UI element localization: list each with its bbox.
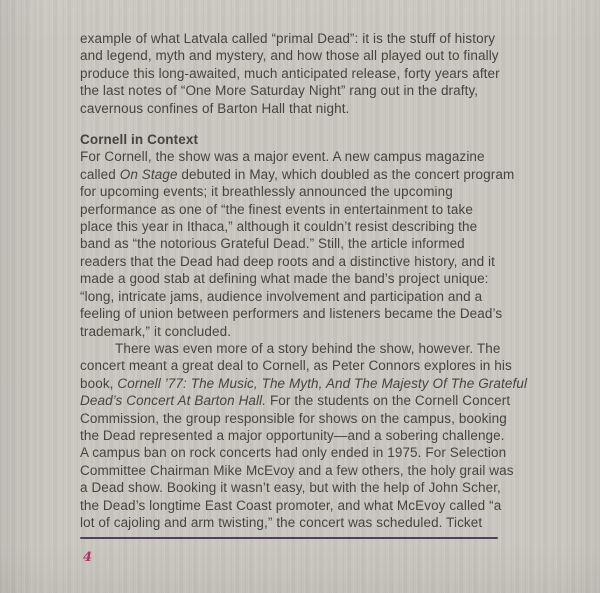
text-block: [80, 30, 528, 566]
text-line: cavernous confines of Barton Hall that night.: [80, 100, 350, 116]
text-line: feeling of union between performers and listeners became the Dead’s: [80, 306, 503, 322]
section-divider: [80, 537, 498, 539]
text-line: for upcoming events; it breathlessly announced the upcoming: [80, 184, 453, 200]
text-line: the Dead’s longtime East Coast promoter, and what McEvoy called “a: [80, 497, 502, 513]
text-line: example of what Latvala called “primal Dead”: it is the stuff of history: [80, 31, 496, 46]
story-paragraph: [80, 340, 528, 531]
text-line: band as “the notorious Grateful Dead.” Still, the article informed: [80, 236, 465, 252]
text-line: Dead’s Concert At Barton Hall. For the students on the Cornell Concert: [80, 393, 511, 409]
text-line: There was even more of a story behind the show, however. The: [115, 340, 501, 356]
text-line: readers that the Dead had deep roots and a distinctive history, and it: [80, 253, 495, 269]
context-paragraph: [80, 148, 515, 339]
text-line: concert meant a great deal to Cornell, as Peter Connors explores in his: [80, 358, 512, 374]
text-line: Committee Chairman Mike McEvoy and a few others, the holy grail was: [80, 462, 514, 478]
intro-paragraph: [80, 30, 510, 117]
text-line: made a good stab at defining what made the band’s project unique:: [80, 271, 489, 287]
text-line: called On Stage debuted in May, which doubled as the concert program: [80, 166, 515, 182]
text-line: trademark,” it concluded.: [80, 323, 232, 339]
text-line: and legend, myth and mystery, and how those all played out to finally: [80, 48, 499, 64]
text-line: the Dead represented a major opportunity—and a sobering challenge.: [80, 427, 505, 443]
text-line: “long, intricate jams, audience involvement and participation and a: [80, 288, 483, 304]
page-number: 4: [83, 550, 93, 566]
text-line: the last notes of “One More Saturday Night” rang out in the drafty,: [80, 83, 479, 99]
text-line: produce this long-awaited, much anticipated release, forty years after: [80, 65, 500, 81]
text-line: Commission, the group responsible for shows on the campus, booking: [80, 410, 507, 426]
text-line: For Cornell, the show was a major event. A new campus magazine: [80, 149, 485, 165]
text-line: book, Cornell ’77: The Music, The Myth, And The Majesty Of The Grateful: [80, 375, 528, 391]
section-heading: Cornell in Context: [80, 132, 199, 148]
text-line: A campus ban on rock concerts had only ended in 1975. For Selection: [80, 445, 507, 461]
text-line: place this year in Ithaca,” although it couldn’t resist describing the: [80, 219, 478, 235]
text-line: lot of cajoling and arm twisting,” the concert was scheduled. Ticket: [80, 514, 483, 530]
text-line: a Dead show. Booking it wasn’t easy, but with the help of John Scher,: [80, 480, 501, 496]
text-line: performance as one of “the finest events in entertainment to take: [80, 201, 473, 217]
